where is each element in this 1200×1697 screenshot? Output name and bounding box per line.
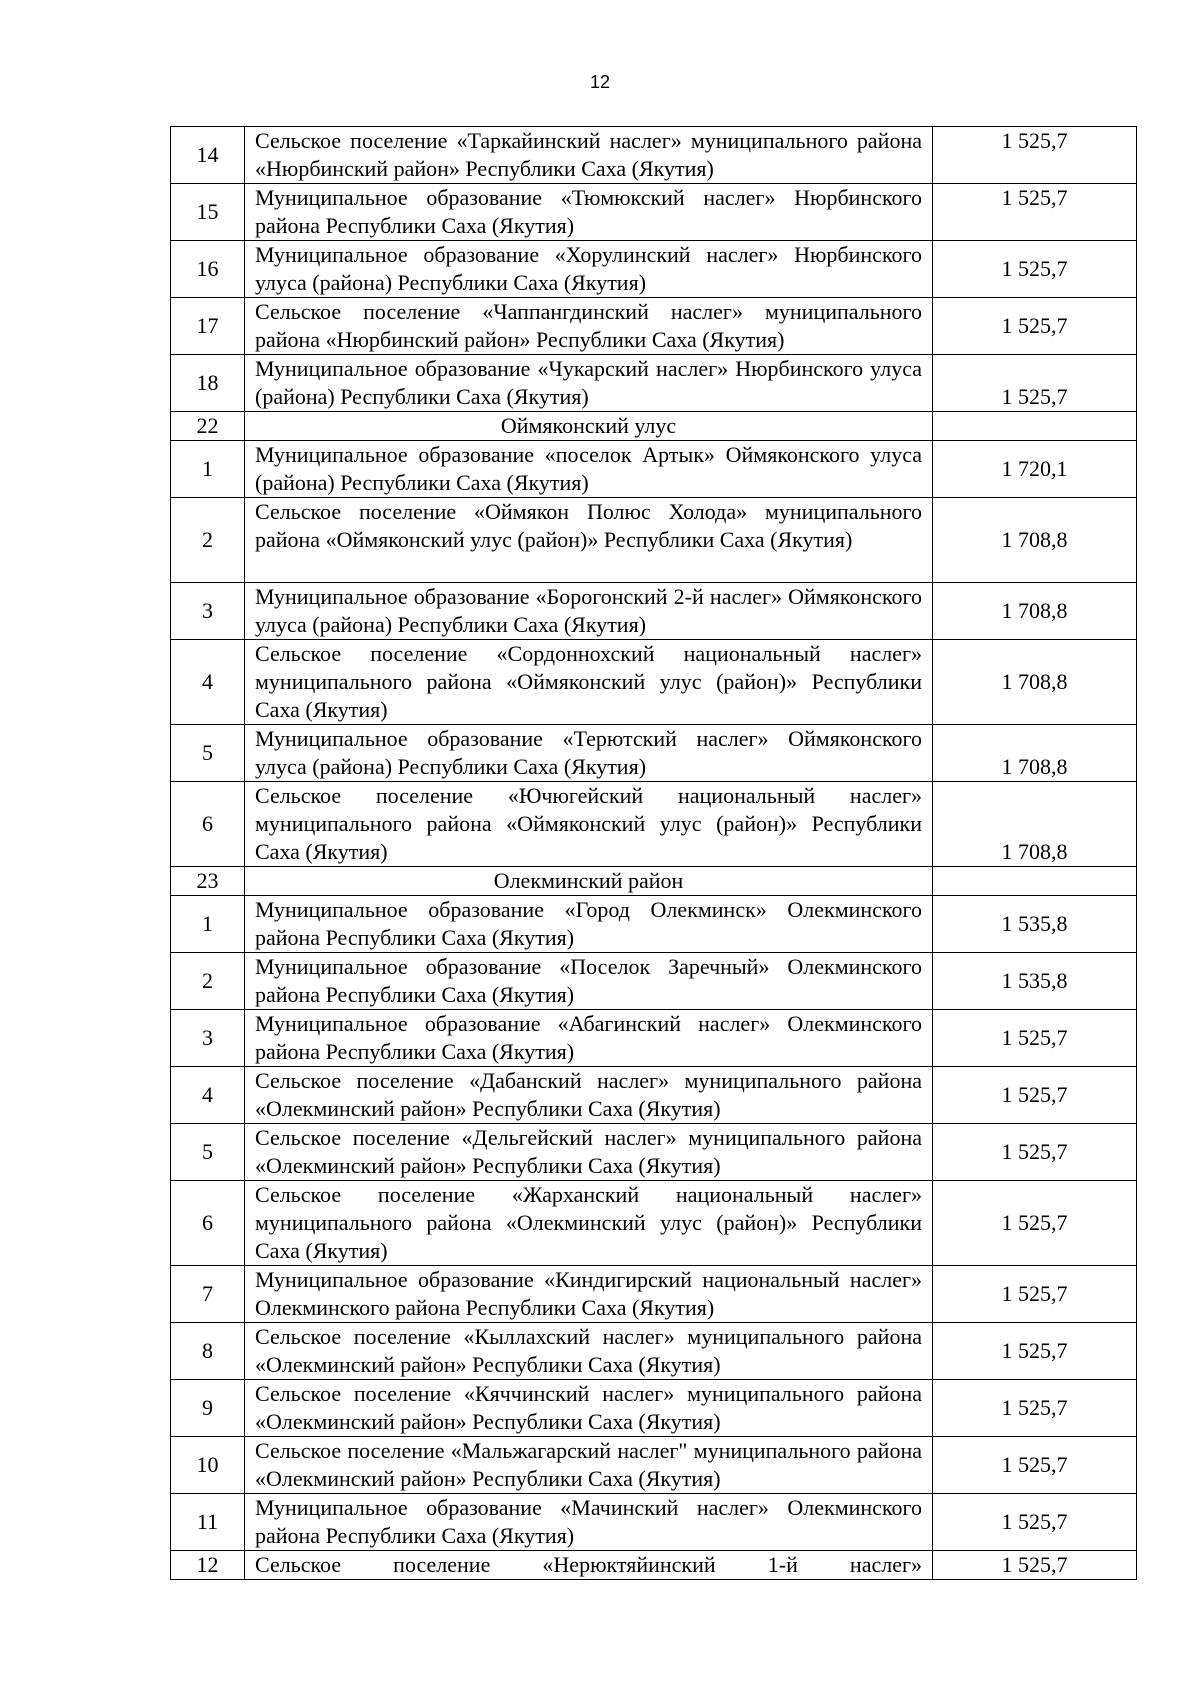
amount-value: 1 525,7 bbox=[933, 1124, 1137, 1181]
amount-value: 1 525,7 bbox=[933, 355, 1137, 412]
row-number: 15 bbox=[171, 184, 245, 241]
amount-value: 1 525,7 bbox=[933, 1437, 1137, 1494]
row-number: 1 bbox=[171, 896, 245, 953]
municipality-name: Сельское поселение «Ючюгейский национальный наслег» муниципального района «Оймяконский улус (район)» Республики Саха (Якутия) bbox=[245, 782, 933, 867]
row-number: 8 bbox=[171, 1323, 245, 1380]
row-number: 4 bbox=[171, 640, 245, 725]
page-number: 12 bbox=[589, 72, 611, 92]
row-number: 5 bbox=[171, 725, 245, 782]
municipality-name: Сельское поселение «Нерюктяйинский 1-й наслег» bbox=[245, 1551, 933, 1580]
amount-value: 1 525,7 bbox=[933, 241, 1137, 298]
amount-value: 1 525,7 bbox=[933, 1266, 1137, 1323]
section-number: 22 bbox=[171, 412, 245, 441]
amount-value: 1 525,7 bbox=[933, 1551, 1137, 1580]
table-row bbox=[171, 896, 1137, 953]
municipality-name: Сельское поселение «Сордоннохский национальный наслег» муниципального района «Оймяконский улус (район)» Республики Саха (Якутия) bbox=[245, 640, 933, 725]
municipality-name: Муниципальное образование «Чукарский наслег» Нюрбинского улуса (района) Республики Саха (Якутия) bbox=[245, 355, 933, 412]
table-row bbox=[171, 184, 1137, 241]
table-row bbox=[171, 1067, 1137, 1124]
amount-value: 1 535,8 bbox=[933, 953, 1137, 1010]
row-number: 6 bbox=[171, 1181, 245, 1266]
table-row bbox=[171, 953, 1137, 1010]
row-number: 5 bbox=[171, 1124, 245, 1181]
section-row bbox=[171, 867, 1137, 896]
municipality-name: Сельское поселение «Таркайинский наслег» муниципального района «Нюрбинский район» Республики Саха (Якутия) bbox=[245, 127, 933, 184]
section-title: Оймяконский улус bbox=[245, 412, 933, 441]
amount-value: 1 525,7 bbox=[933, 1494, 1137, 1551]
table-row bbox=[171, 1494, 1137, 1551]
table-row bbox=[171, 241, 1137, 298]
amount-value: 1 525,7 bbox=[933, 127, 1137, 184]
municipality-name: Сельское поселение «Мальжагарский наслег" муниципального района «Олекминский район» Республики Саха (Якутия) bbox=[245, 1437, 933, 1494]
table-row bbox=[171, 725, 1137, 782]
table-row bbox=[171, 1010, 1137, 1067]
municipality-name: Сельское поселение «Жарханский национальный наслег» муниципального района «Олекминский улус (район)» Республики Саха (Якутия) bbox=[245, 1181, 933, 1266]
table-row bbox=[171, 640, 1137, 725]
row-number: 18 bbox=[171, 355, 245, 412]
municipality-name: Сельское поселение «Чаппангдинский наслег» муниципального района «Нюрбинский район» Республики Саха (Якутия) bbox=[245, 298, 933, 355]
municipality-name: Муниципальное образование «Мачинский наслег» Олекминского района Республики Саха (Якутия) bbox=[245, 1494, 933, 1551]
row-number: 12 bbox=[171, 1551, 245, 1580]
table-row bbox=[171, 1124, 1137, 1181]
table-row bbox=[171, 1437, 1137, 1494]
section-row bbox=[171, 412, 1137, 441]
amount-value: 1 525,7 bbox=[933, 1181, 1137, 1266]
table-row bbox=[171, 498, 1137, 583]
table-row bbox=[171, 441, 1137, 498]
municipality-name: Сельское поселение «Оймякон Полюс Холода» муниципального района «Оймяконский улус (район)» Республики Саха (Якутия) bbox=[245, 498, 933, 583]
municipality-name: Муниципальное образование «Киндигирский национальный наслег» Олекминского района Республики Саха (Якутия) bbox=[245, 1266, 933, 1323]
section-number: 23 bbox=[171, 867, 245, 896]
row-number: 3 bbox=[171, 1010, 245, 1067]
table-row bbox=[171, 127, 1137, 184]
municipality-name: Муниципальное образование «Тюмюкский наслег» Нюрбинского района Республики Саха (Якутия) bbox=[245, 184, 933, 241]
amount-value: 1 525,7 bbox=[933, 298, 1137, 355]
table-row bbox=[171, 1323, 1137, 1380]
row-number: 1 bbox=[171, 441, 245, 498]
amount-value: 1 535,8 bbox=[933, 896, 1137, 953]
amount-value: 1 525,7 bbox=[933, 1380, 1137, 1437]
section-title: Олекминский район bbox=[245, 867, 933, 896]
amount-value bbox=[933, 867, 1137, 896]
amount-value: 1 525,7 bbox=[933, 1067, 1137, 1124]
row-number: 6 bbox=[171, 782, 245, 867]
row-number: 4 bbox=[171, 1067, 245, 1124]
amount-value: 1 708,8 bbox=[933, 725, 1137, 782]
amount-value bbox=[933, 412, 1137, 441]
table-row bbox=[171, 1551, 1137, 1580]
municipality-name: Муниципальное образование «Борогонский 2-й наслег» Оймяконского улуса (района) Республики Саха (Якутия) bbox=[245, 583, 933, 640]
municipality-name: Муниципальное образование «Хорулинский наслег» Нюрбинского улуса (района) Республики Саха (Якутия) bbox=[245, 241, 933, 298]
municipality-name: Сельское поселение «Дельгейский наслег» муниципального района «Олекминский район» Республики Саха (Якутия) bbox=[245, 1124, 933, 1181]
row-number: 2 bbox=[171, 498, 245, 583]
table-row bbox=[171, 1181, 1137, 1266]
municipality-name: Муниципальное образование «Терютский наслег» Оймяконского улуса (района) Республики Саха (Якутия) bbox=[245, 725, 933, 782]
municipality-name: Сельское поселение «Кяччинский наслег» муниципального района «Олекминский район» Республики Саха (Якутия) bbox=[245, 1380, 933, 1437]
table-body bbox=[171, 127, 1137, 1580]
municipality-name: Муниципальное образование «Абагинский наслег» Олекминского района Республики Саха (Якутия) bbox=[245, 1010, 933, 1067]
table-row bbox=[171, 298, 1137, 355]
row-number: 17 bbox=[171, 298, 245, 355]
amount-value: 1 708,8 bbox=[933, 782, 1137, 867]
table-row bbox=[171, 782, 1137, 867]
municipality-name: Муниципальное образование «Поселок Заречный» Олекминского района Республики Саха (Якутия) bbox=[245, 953, 933, 1010]
amount-value: 1 525,7 bbox=[933, 184, 1137, 241]
municipality-name: Сельское поселение «Дабанский наслег» муниципального района «Олекминский район» Республики Саха (Якутия) bbox=[245, 1067, 933, 1124]
amount-value: 1 708,8 bbox=[933, 583, 1137, 640]
row-number: 11 bbox=[171, 1494, 245, 1551]
row-number: 10 bbox=[171, 1437, 245, 1494]
municipality-name: Муниципальное образование «Город Олекминск» Олекминского района Республики Саха (Якутия) bbox=[245, 896, 933, 953]
table-row bbox=[171, 355, 1137, 412]
amount-value: 1 525,7 bbox=[933, 1010, 1137, 1067]
amount-value: 1 720,1 bbox=[933, 441, 1137, 498]
table-row bbox=[171, 1266, 1137, 1323]
row-number: 3 bbox=[171, 583, 245, 640]
row-number: 16 bbox=[171, 241, 245, 298]
row-number: 2 bbox=[171, 953, 245, 1010]
table-row bbox=[171, 1380, 1137, 1437]
row-number: 9 bbox=[171, 1380, 245, 1437]
allocation-table bbox=[170, 126, 1137, 1580]
table-row bbox=[171, 583, 1137, 640]
municipality-name: Сельское поселение «Кыллахский наслег» муниципального района «Олекминский район» Республики Саха (Якутия) bbox=[245, 1323, 933, 1380]
amount-value: 1 708,8 bbox=[933, 640, 1137, 725]
municipality-name: Муниципальное образование «поселок Артык» Оймяконского улуса (района) Республики Саха (Якутия) bbox=[245, 441, 933, 498]
row-number: 14 bbox=[171, 127, 245, 184]
amount-value: 1 708,8 bbox=[933, 498, 1137, 583]
amount-value: 1 525,7 bbox=[933, 1323, 1137, 1380]
row-number: 7 bbox=[171, 1266, 245, 1323]
